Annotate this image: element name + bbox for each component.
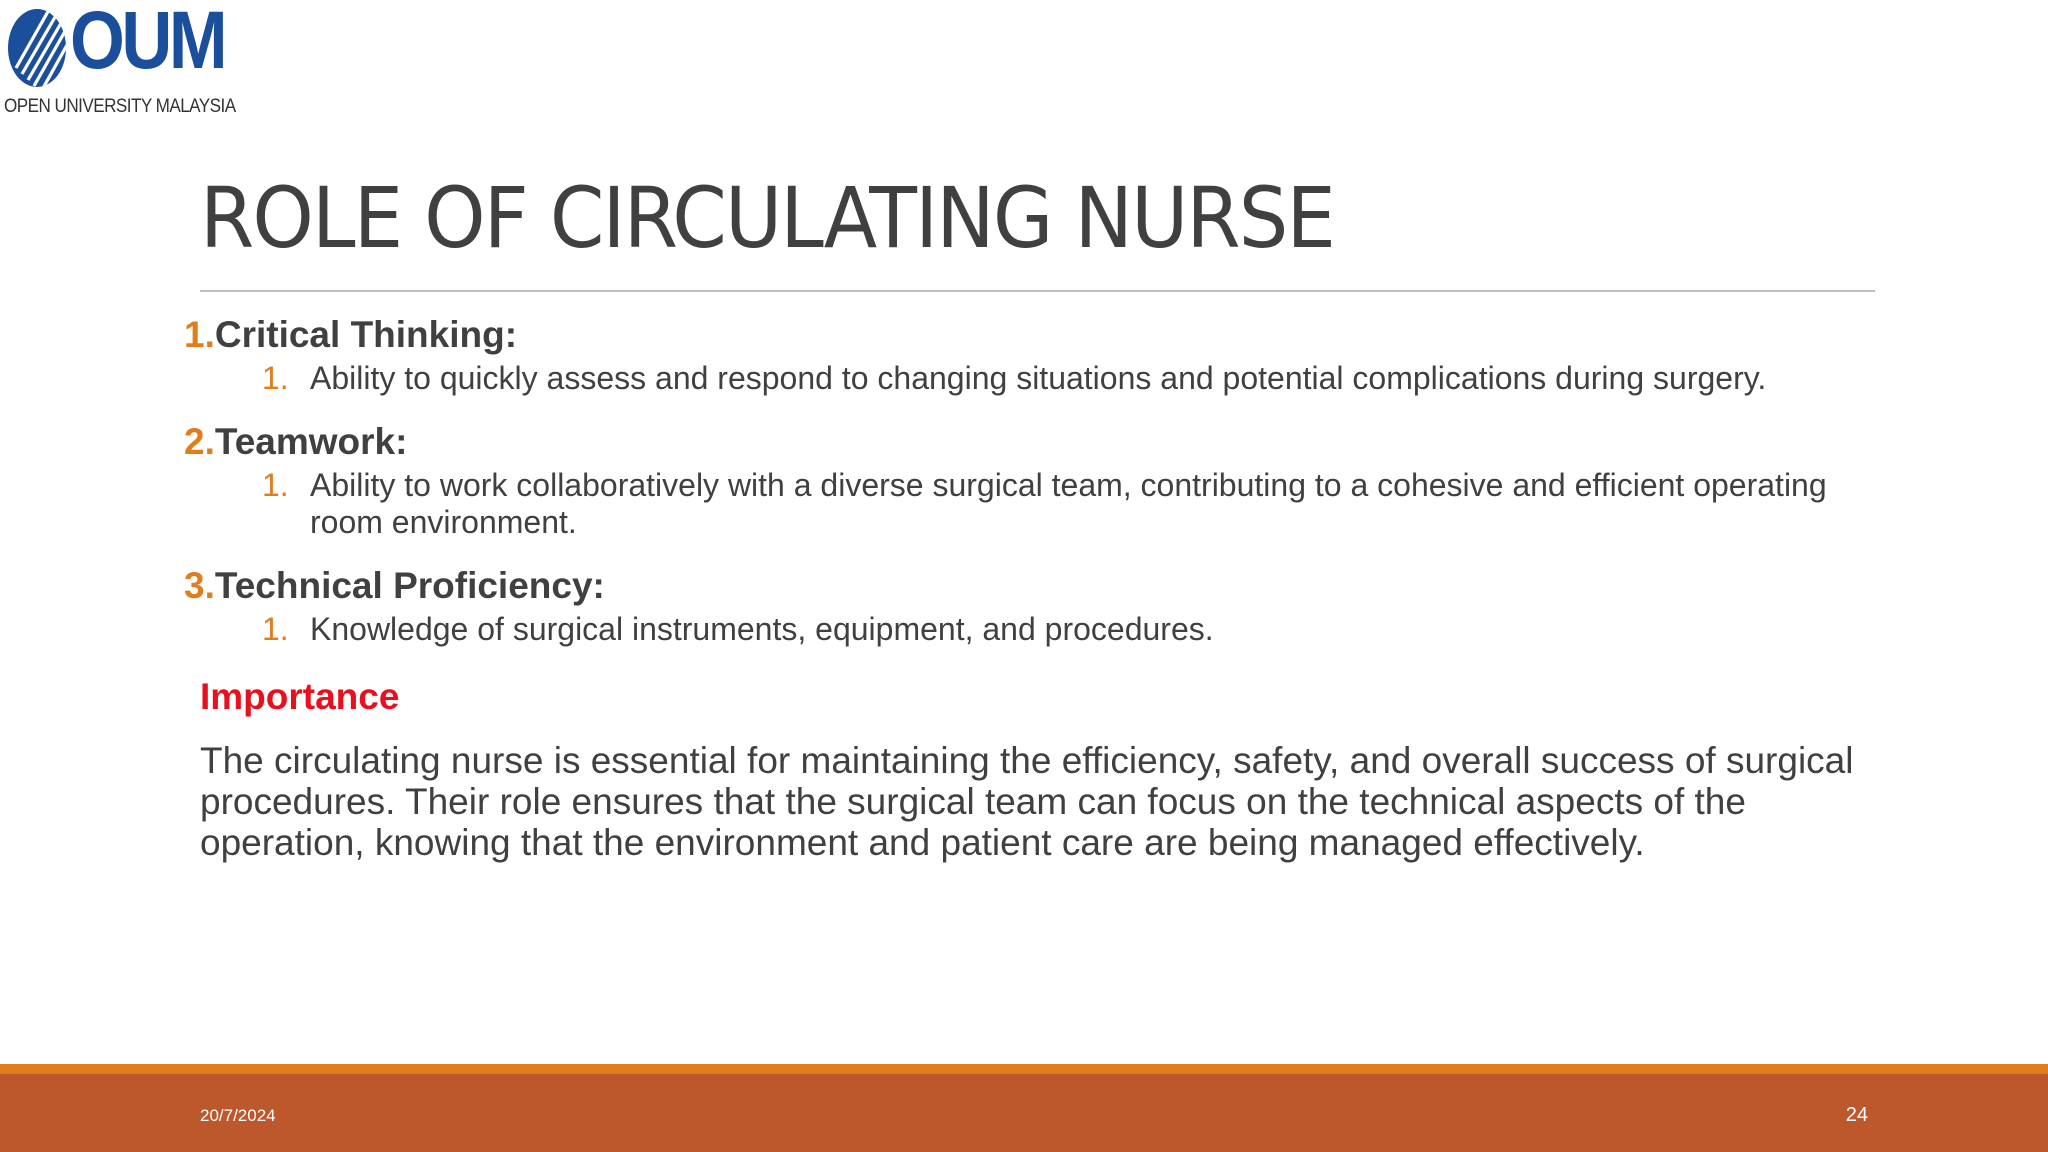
slide-footer (0, 1074, 2048, 1152)
section-heading-text: Teamwork: (214, 421, 408, 462)
importance-paragraph: The circulating nurse is essential for maintaining the efficiency, safety, and overall success of surgical procedures. Their role ensures that the surgical team can focus on the technical aspects of the operation, knowing that the environment and patient care are being managed effectively. (200, 740, 1854, 863)
page-number: 24 (1845, 1104, 1868, 1126)
section-item (184, 467, 1870, 541)
item-number: 1. (262, 360, 289, 396)
section-number: 3. (184, 565, 215, 606)
footer-date: 20/7/2024 (200, 1106, 276, 1125)
oum-globe-icon (6, 6, 72, 90)
oum-logo (4, 0, 236, 118)
item-number: 1. (262, 467, 289, 503)
section-technical-proficiency (184, 563, 1884, 648)
section-item (184, 611, 1870, 648)
slide-content (184, 312, 1884, 863)
slide-title: ROLE OF CIRCULATING NURSE (200, 169, 1335, 267)
section-heading (184, 419, 1884, 465)
item-text: Ability to work collaboratively with a diverse surgical team, contributing to a cohesive and efficient operating room environment. (310, 467, 1827, 540)
item-text: Knowledge of surgical instruments, equipment, and procedures. (310, 611, 1214, 647)
logo-subtitle: OPEN UNIVERSITY MALAYSIA (4, 96, 236, 117)
section-number: 1. (184, 314, 215, 355)
section-heading (184, 312, 1884, 358)
item-text: Ability to quickly assess and respond to changing situations and potential complications during surgery. (310, 360, 1767, 396)
item-number: 1. (262, 611, 289, 647)
section-number: 2. (184, 421, 215, 462)
footer-accent-bar (0, 1064, 2048, 1074)
section-heading-text: Critical Thinking: (214, 314, 518, 355)
section-heading-text: Technical Proficiency: (214, 565, 605, 606)
importance-heading: Importance (200, 676, 400, 717)
section-critical-thinking (184, 312, 1884, 397)
section-item (184, 360, 1870, 397)
section-teamwork (184, 419, 1884, 541)
logo-wordmark: OUM (70, 0, 225, 86)
section-heading (184, 563, 1884, 609)
title-divider (200, 290, 1875, 292)
